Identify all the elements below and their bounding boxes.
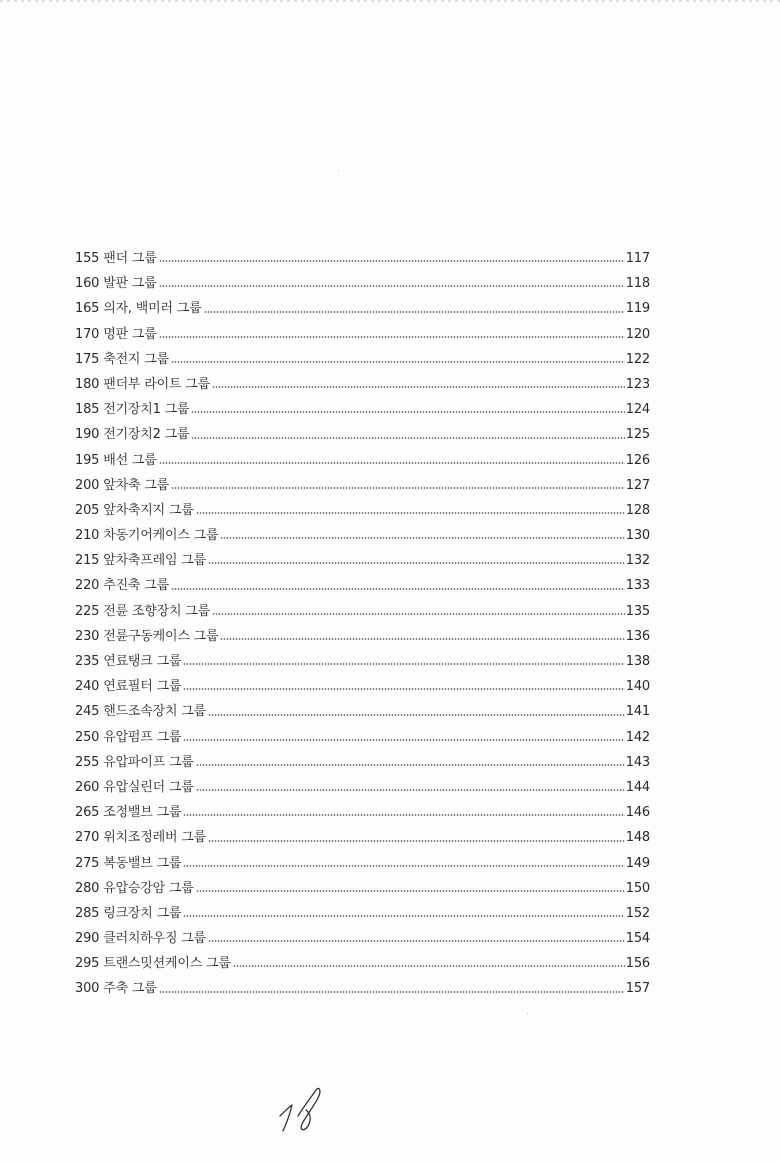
toc-entry-page: 130 xyxy=(625,528,650,544)
toc-entry-number: 230 xyxy=(75,628,100,644)
toc-dot-leader xyxy=(183,688,624,690)
toc-entry-page: 135 xyxy=(625,603,650,619)
toc-entry xyxy=(75,573,650,598)
handwritten-page-mark xyxy=(276,1086,336,1134)
toc-entry xyxy=(75,775,650,800)
table-of-contents xyxy=(75,246,650,1002)
toc-entry-title: 위치조정레버 그룹 xyxy=(103,830,207,846)
toc-entry-number: 255 xyxy=(75,754,100,770)
toc-entry-page: 148 xyxy=(625,830,650,846)
toc-entry-number: 295 xyxy=(75,956,100,972)
toc-entry xyxy=(75,624,650,649)
toc-entry xyxy=(75,876,650,901)
toc-entry-number: 180 xyxy=(75,376,100,392)
toc-dot-leader xyxy=(159,462,625,464)
toc-entry-title: 유압파이프 그룹 xyxy=(103,754,194,770)
toc-entry-title: 명판 그룹 xyxy=(103,326,157,342)
toc-entry xyxy=(75,523,650,548)
toc-entry-page: 157 xyxy=(625,981,650,997)
toc-entry-page: 154 xyxy=(625,931,650,947)
toc-dot-leader xyxy=(171,588,625,590)
toc-entry-page: 123 xyxy=(625,376,650,392)
toc-entry-number: 185 xyxy=(75,402,100,418)
toc-dot-leader xyxy=(171,361,625,363)
toc-entry-title: 클러치하우징 그룹 xyxy=(103,931,207,947)
toc-entry-number: 155 xyxy=(75,251,100,266)
toc-entry xyxy=(75,599,650,624)
toc-entry-page: 136 xyxy=(625,628,650,644)
toc-entry-title: 링크장치 그룹 xyxy=(103,905,182,921)
toc-entry-number: 245 xyxy=(75,704,100,720)
toc-entry-number: 270 xyxy=(75,830,100,846)
toc-entry xyxy=(75,296,650,321)
toc-entry-title: 유압펌프 그룹 xyxy=(103,729,182,745)
toc-entry-title: 트랜스밋션케이스 그룹 xyxy=(103,956,231,972)
toc-entry-number: 215 xyxy=(75,553,100,569)
toc-entry-title: 팬더부 라이트 그룹 xyxy=(103,376,210,392)
toc-dot-leader xyxy=(208,840,625,842)
toc-entry-number: 205 xyxy=(75,502,100,518)
toc-dot-leader xyxy=(212,386,625,388)
toc-entry-number: 170 xyxy=(75,326,100,342)
toc-entry-title: 발판 그룹 xyxy=(103,276,157,292)
toc-entry-title: 전기장치1 그룹 xyxy=(103,402,190,418)
toc-entry-page: 124 xyxy=(625,402,650,418)
toc-entry-number: 160 xyxy=(75,276,100,292)
toc-entry xyxy=(75,674,650,699)
toc-entry-title: 앞차축 그룹 xyxy=(103,477,169,493)
toc-entry-number: 235 xyxy=(75,654,100,669)
toc-dot-leader xyxy=(183,915,624,917)
toc-entry-title: 연료필터 그룹 xyxy=(103,679,182,695)
toc-entry xyxy=(75,725,650,750)
toc-dot-leader xyxy=(159,991,625,993)
toc-entry-page: 149 xyxy=(625,855,650,871)
toc-entry xyxy=(75,397,650,422)
toc-dot-leader xyxy=(183,663,624,665)
toc-entry-page: 133 xyxy=(625,578,650,594)
toc-entry-number: 275 xyxy=(75,855,100,871)
toc-dot-leader xyxy=(208,714,625,716)
toc-entry-number: 265 xyxy=(75,805,100,821)
scan-speck xyxy=(338,170,339,171)
toc-entry-page: 118 xyxy=(625,276,650,292)
toc-entry-title: 배선 그룹 xyxy=(103,452,157,468)
toc-dot-leader xyxy=(220,638,624,640)
toc-entry xyxy=(75,448,650,473)
scan-speck xyxy=(527,1013,528,1014)
toc-entry xyxy=(75,649,650,674)
toc-entry-number: 300 xyxy=(75,981,100,997)
toc-entry xyxy=(75,548,650,573)
toc-entry-page: 126 xyxy=(625,452,650,468)
toc-dot-leader xyxy=(159,285,625,287)
toc-entry xyxy=(75,271,650,296)
toc-entry-page: 125 xyxy=(625,427,650,443)
toc-entry-title: 전륜 조향장치 그룹 xyxy=(103,603,210,619)
toc-entry-page: 142 xyxy=(625,729,650,745)
toc-dot-leader xyxy=(196,764,625,766)
toc-dot-leader xyxy=(196,789,625,791)
toc-dot-leader xyxy=(183,814,624,816)
toc-dot-leader xyxy=(183,739,624,741)
toc-entry-page: 138 xyxy=(625,654,650,669)
toc-entry xyxy=(75,976,650,1001)
toc-entry xyxy=(75,422,650,447)
toc-entry-page: 119 xyxy=(625,301,650,317)
toc-entry-number: 290 xyxy=(75,931,100,947)
toc-entry-number: 190 xyxy=(75,427,100,443)
toc-entry-title: 복동밸브 그룹 xyxy=(103,855,182,871)
toc-entry-number: 250 xyxy=(75,729,100,745)
toc-entry-number: 280 xyxy=(75,880,100,896)
toc-dot-leader xyxy=(220,537,624,539)
toc-entry xyxy=(75,926,650,951)
toc-entry-number: 195 xyxy=(75,452,100,468)
toc-entry-title: 의자, 백미러 그룹 xyxy=(103,301,202,317)
toc-entry-number: 210 xyxy=(75,528,100,544)
toc-dot-leader xyxy=(159,260,625,262)
toc-entry xyxy=(75,322,650,347)
toc-entry-title: 팬더 그룹 xyxy=(103,251,157,266)
toc-entry-page: 128 xyxy=(625,502,650,518)
toc-entry-number: 200 xyxy=(75,477,100,493)
toc-dot-leader xyxy=(208,940,625,942)
toc-entry xyxy=(75,498,650,523)
toc-entry-title: 축전지 그룹 xyxy=(103,351,169,367)
toc-entry xyxy=(75,246,650,271)
toc-dot-leader xyxy=(171,487,625,489)
toc-entry xyxy=(75,473,650,498)
toc-entry-title: 유압실린더 그룹 xyxy=(103,779,194,795)
toc-entry xyxy=(75,750,650,775)
toc-entry xyxy=(75,951,650,976)
toc-entry-page: 117 xyxy=(625,251,650,266)
toc-dot-leader xyxy=(204,311,625,313)
toc-entry-title: 전륜구동케이스 그룹 xyxy=(103,628,219,644)
toc-entry xyxy=(75,372,650,397)
toc-dot-leader xyxy=(196,890,625,892)
toc-entry-title: 전기장치2 그룹 xyxy=(103,427,190,443)
toc-dot-leader xyxy=(191,437,624,439)
toc-entry-title: 앞차축프레임 그룹 xyxy=(103,553,207,569)
toc-dot-leader xyxy=(196,512,625,514)
toc-entry xyxy=(75,800,650,825)
toc-dot-leader xyxy=(233,965,625,967)
toc-entry-number: 285 xyxy=(75,905,100,921)
toc-entry-title: 유압승강암 그룹 xyxy=(103,880,194,896)
toc-entry-number: 165 xyxy=(75,301,100,317)
toc-entry-page: 120 xyxy=(625,326,650,342)
toc-entry xyxy=(75,699,650,724)
toc-entry-number: 220 xyxy=(75,578,100,594)
toc-entry-page: 152 xyxy=(625,905,650,921)
toc-entry-title: 추진축 그룹 xyxy=(103,578,169,594)
toc-entry-page: 156 xyxy=(625,956,650,972)
toc-entry-page: 141 xyxy=(625,704,650,720)
toc-dot-leader xyxy=(183,865,624,867)
toc-entry-title: 차동기어케이스 그룹 xyxy=(103,528,219,544)
toc-entry-page: 144 xyxy=(625,779,650,795)
toc-entry-page: 127 xyxy=(625,477,650,493)
toc-entry-number: 175 xyxy=(75,351,100,367)
toc-entry-page: 132 xyxy=(625,553,650,569)
toc-entry-title: 주축 그룹 xyxy=(103,981,157,997)
toc-entry-title: 연료탱크 그룹 xyxy=(103,654,182,669)
toc-entry-page: 143 xyxy=(625,754,650,770)
toc-entry xyxy=(75,901,650,926)
toc-entry xyxy=(75,851,650,876)
toc-entry xyxy=(75,347,650,372)
toc-entry-title: 조정밸브 그룹 xyxy=(103,805,182,821)
toc-entry xyxy=(75,825,650,850)
toc-entry-page: 122 xyxy=(625,351,650,367)
page-top-edge xyxy=(0,0,780,2)
toc-dot-leader xyxy=(159,336,625,338)
toc-entry-page: 150 xyxy=(625,880,650,896)
toc-entry-title: 앞차축지지 그룹 xyxy=(103,502,194,518)
toc-entry-page: 140 xyxy=(625,679,650,695)
toc-entry-number: 260 xyxy=(75,779,100,795)
toc-entry-number: 225 xyxy=(75,603,100,619)
toc-dot-leader xyxy=(191,411,624,413)
toc-entry-page: 146 xyxy=(625,805,650,821)
toc-entry-number: 240 xyxy=(75,679,100,695)
toc-dot-leader xyxy=(208,562,625,564)
toc-entry-title: 핸드조속장치 그룹 xyxy=(103,704,207,720)
toc-dot-leader xyxy=(212,613,625,615)
